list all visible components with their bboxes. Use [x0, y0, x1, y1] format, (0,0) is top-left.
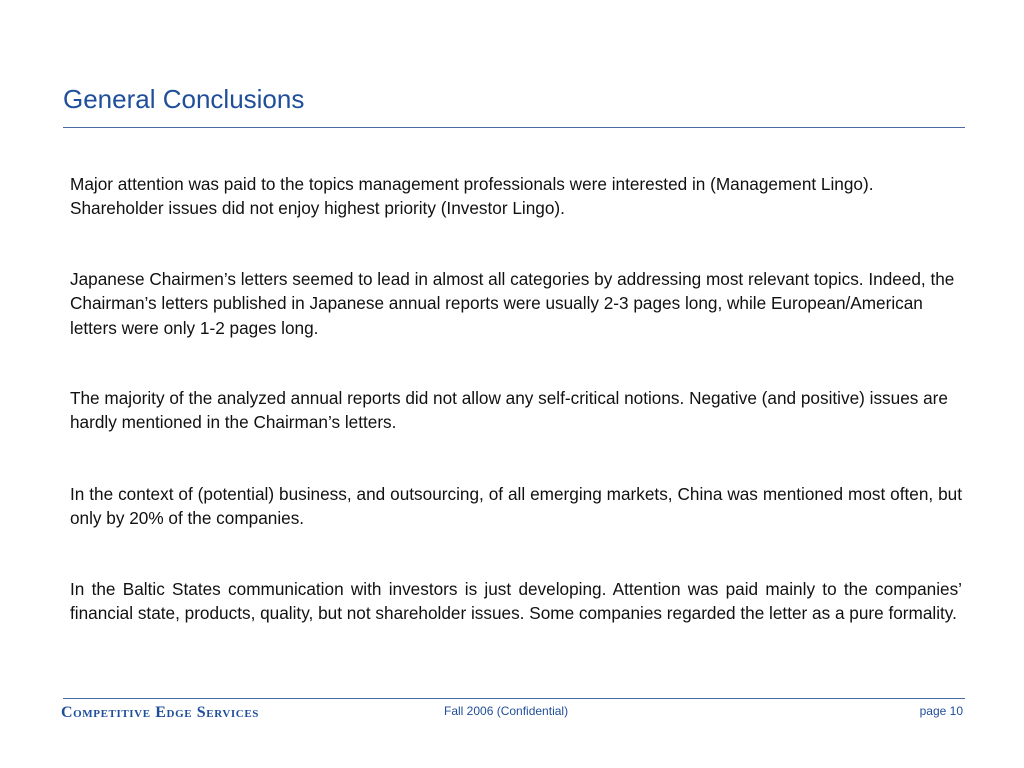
paragraph-baltic-states: In the Baltic States communication with investors is just developing. Attention was paid mainly to the companies’ financial state, products, quality, but not shareholder issues. Some companies regarded the letter as a pure formality. — [70, 579, 962, 624]
footer-brand: Competitive Edge Services — [61, 704, 259, 721]
paragraph-self-critical: The majority of the analyzed annual reports did not allow any self-critical notions. Negative (and positive) issues are hardly mentioned in the Chairman’s letters. — [70, 388, 948, 433]
footer-page-number: page 10 — [919, 704, 963, 718]
footer-confidential-note: Fall 2006 (Confidential) — [444, 704, 569, 718]
paragraph-japanese-chairmen: Japanese Chairmen’s letters seemed to lead in almost all categories by addressing most relevant topics. Indeed, the Chairman’s letters published in Japanese annual reports were usually 2-3 pages long, while European/American letters were only 1-2 pages long. — [70, 269, 955, 338]
page-title: General Conclusions — [63, 84, 305, 114]
paragraph-emerging-markets: In the context of (potential) business, and outsourcing, of all emerging markets, China was mentioned most often, but only by 20% of the companies. — [70, 484, 962, 529]
footer-divider — [63, 698, 965, 699]
title-divider — [63, 127, 965, 128]
paragraph-management-lingo: Major attention was paid to the topics management professionals were interested in (Management Lingo). Shareholder issues did not enjoy highest priority (Investor Lingo). — [70, 174, 874, 219]
